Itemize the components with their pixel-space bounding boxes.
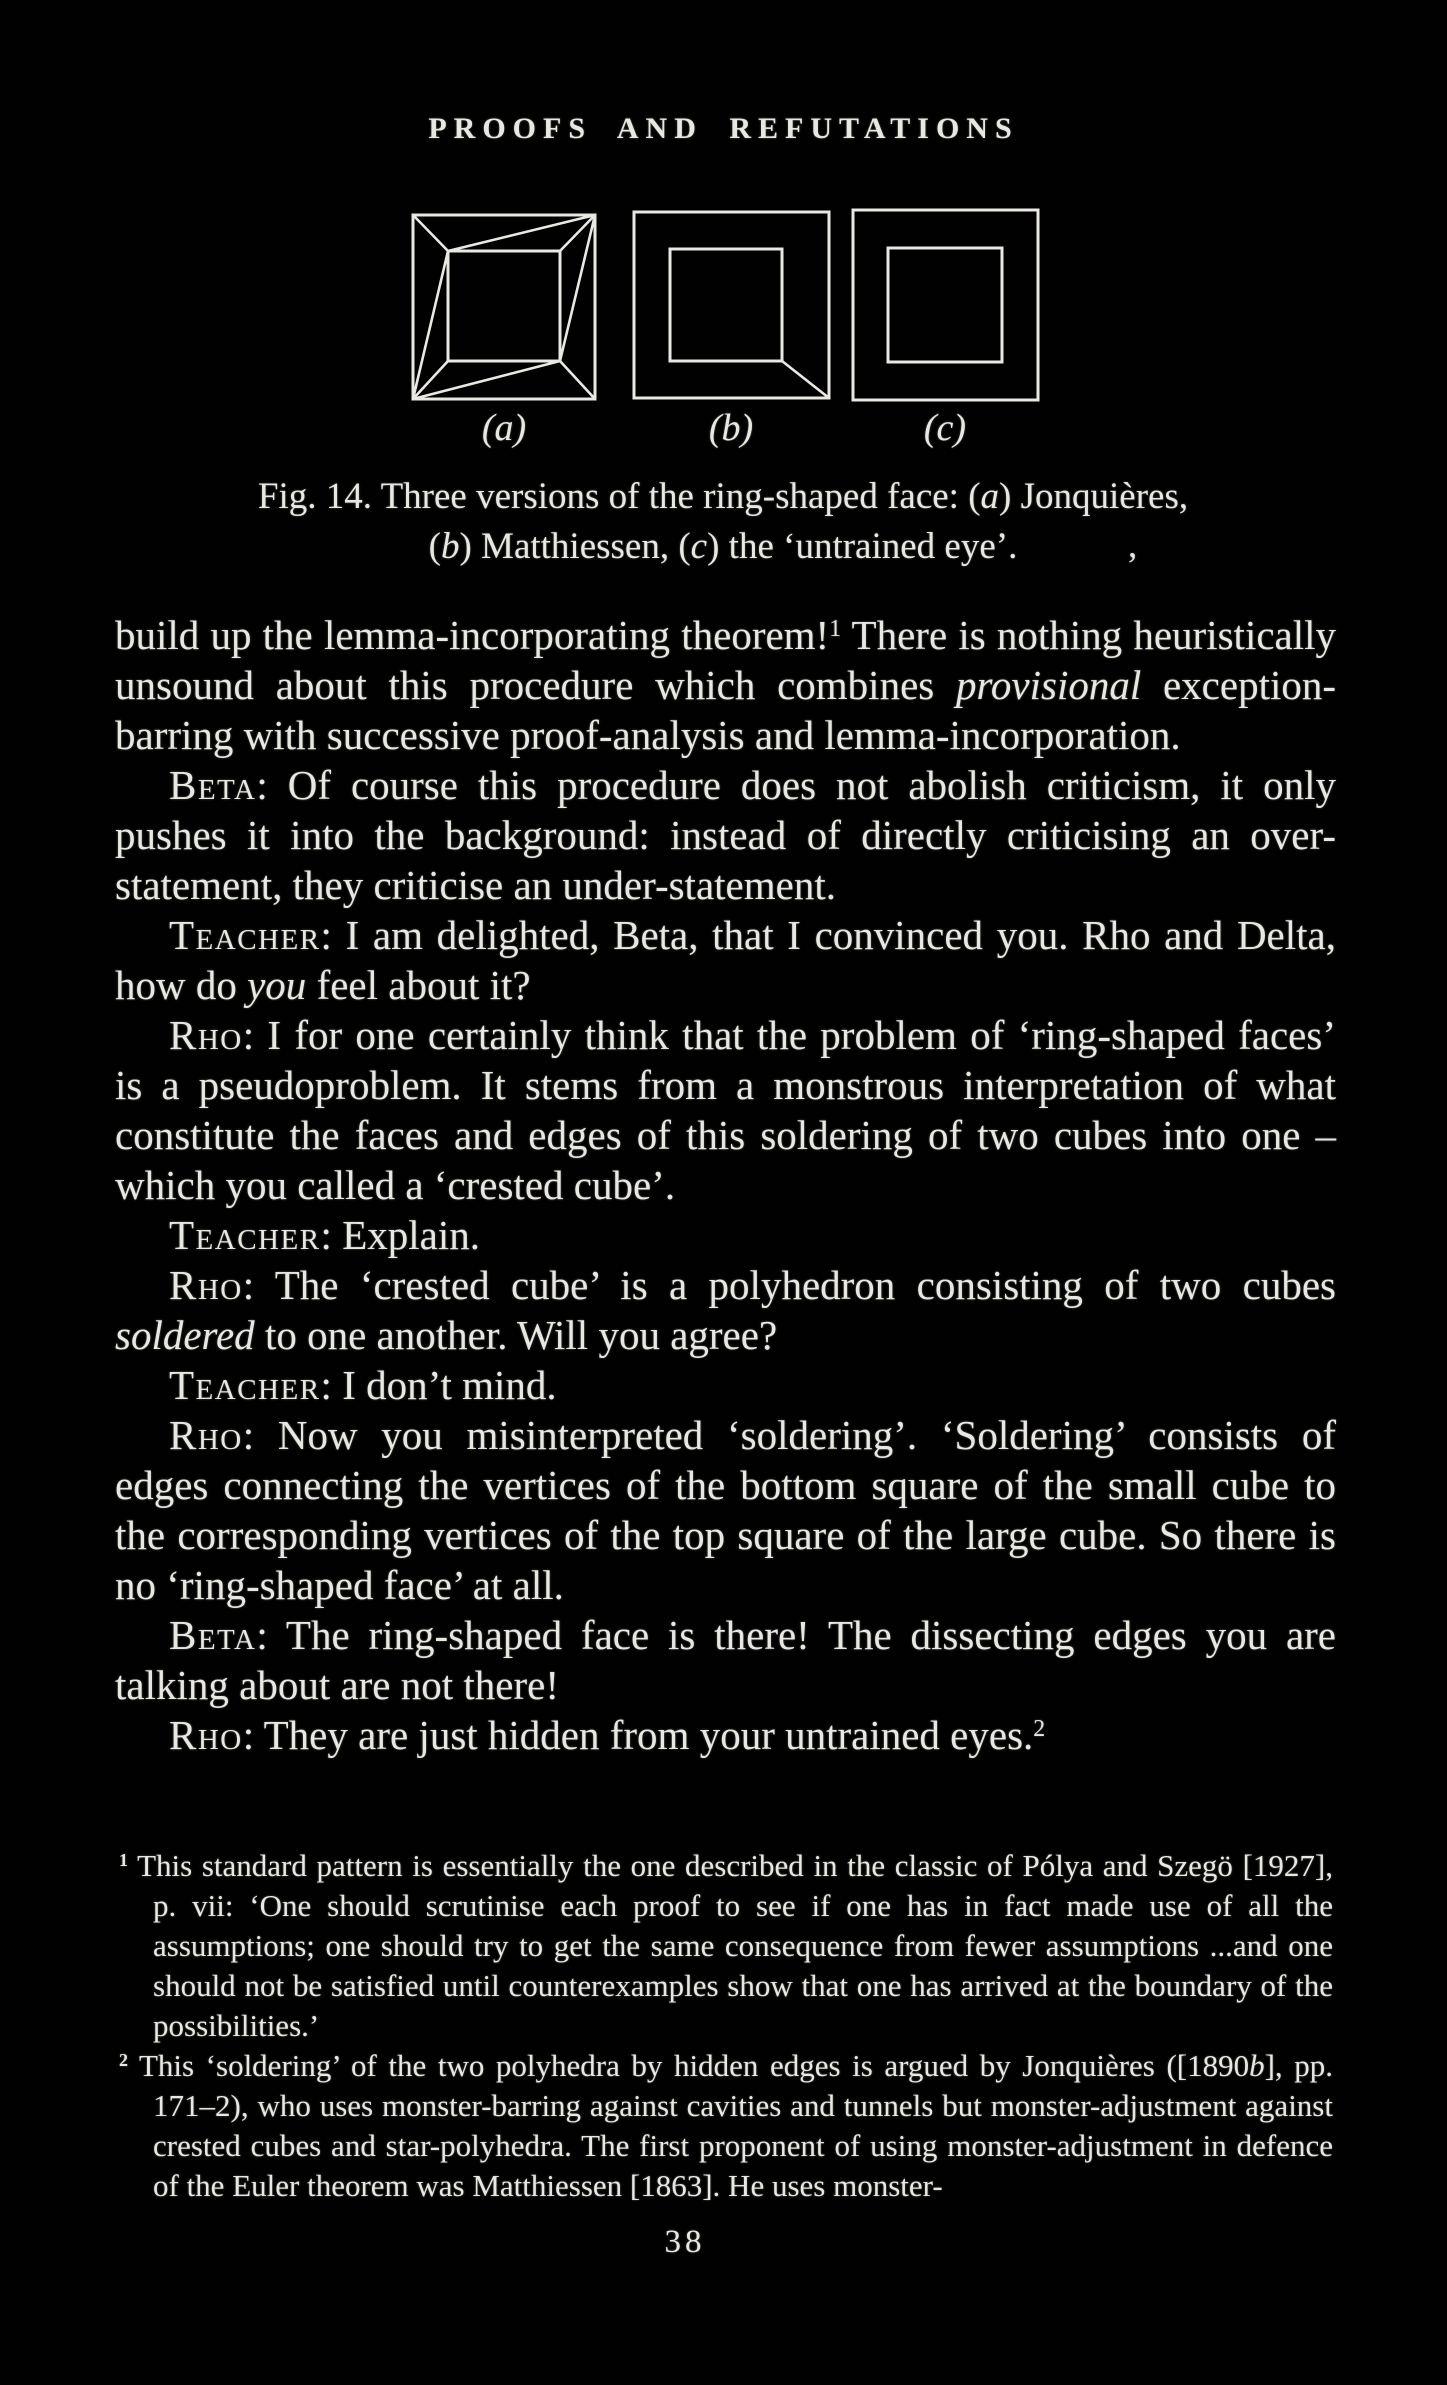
speaker-name: Rho bbox=[169, 1012, 243, 1058]
running-head-title: PROOFS AND REFUTATIONS bbox=[428, 112, 1019, 145]
paragraph bbox=[115, 610, 1336, 760]
text-run: : Explain. bbox=[320, 1212, 480, 1258]
speaker-name: Rho bbox=[169, 1412, 243, 1458]
paragraph bbox=[115, 1260, 1336, 1360]
jonquieres-ring-face-diagram bbox=[413, 215, 595, 399]
paragraph bbox=[115, 1410, 1336, 1610]
footnote bbox=[115, 2046, 1333, 2206]
italic-text: soldered bbox=[115, 1312, 255, 1358]
footnote bbox=[115, 1846, 1333, 2046]
text-run: : They are just hidden from your untrained eyes. bbox=[242, 1712, 1034, 1758]
italic-text: provisional bbox=[955, 662, 1142, 708]
paragraph bbox=[115, 1010, 1336, 1210]
superscript-marker: 2 bbox=[119, 2050, 128, 2071]
text-run: ) Jonquières, bbox=[999, 476, 1189, 517]
figure-caption bbox=[173, 472, 1273, 572]
text-run: exception-barring with successive proof-analysis and lemma-incorporation. bbox=[115, 662, 1337, 758]
text-run: This ‘soldering’ of the two polyhedra by hidden edges is argued by Jonquières ([1890 bbox=[127, 2048, 1250, 2083]
text-run: build up the lemma-incorporating theorem! bbox=[115, 612, 830, 658]
text-run: ) the ‘untrained eye’. bbox=[707, 526, 1018, 567]
text-run: : I am delighted, Beta, that I convinced you. Rho and Delta, how do bbox=[115, 912, 1336, 1008]
superscript-marker: 1 bbox=[119, 1850, 128, 1871]
body-text bbox=[115, 610, 1336, 1760]
paragraph bbox=[115, 1610, 1336, 1710]
stray-comma-mark: , bbox=[1128, 525, 1138, 566]
text-run: There is nothing heuristically unsound about this procedure which combines bbox=[115, 612, 1337, 708]
speaker-name: Teacher bbox=[169, 912, 321, 958]
text-run: ], pp. 171–2), who uses monster-barring against cavities and tunnels but monster-adjustment against crested cubes and star-polyhedra. The first proponent of using monster-adjustment in defence of the Euler theorem was Matthiessen [1863]. He uses monster- bbox=[153, 2048, 1334, 2203]
text-run: This standard pattern is essentially the one described in the classic of Pólya and Szegö [1927], p. vii: ‘One should scrutinise each proof to see if one has in fact made use of all the assumptions; one should try to get the same consequence from fewer assumptions ...and one should not be satisfied until counterexamples show that one has arrived at the boundary of the possibilities.’ bbox=[127, 1848, 1333, 2043]
text-run: : I don’t mind. bbox=[320, 1362, 557, 1408]
figure-label-a: (a) bbox=[481, 407, 527, 449]
text-run: ( bbox=[428, 526, 441, 567]
paragraph bbox=[115, 1210, 1336, 1260]
italic-text: b bbox=[440, 526, 460, 567]
superscript-marker: 1 bbox=[829, 615, 842, 642]
speaker-name: Teacher bbox=[169, 1212, 321, 1258]
speaker-name: Rho bbox=[169, 1712, 243, 1758]
speaker-name: Teacher bbox=[169, 1362, 321, 1408]
matthiessen-ring-face-diagram bbox=[634, 212, 829, 398]
paragraph bbox=[115, 1710, 1336, 1760]
text-run: Fig. 14. Three versions of the ring-shaped face: ( bbox=[257, 476, 981, 517]
figure-caption-line bbox=[173, 522, 1273, 572]
italic-text: you bbox=[247, 962, 307, 1008]
untrained-eye-ring-face-diagram bbox=[853, 210, 1038, 400]
speaker-name: Beta bbox=[169, 762, 257, 808]
italic-text: c bbox=[690, 526, 708, 567]
italic-text: a bbox=[980, 476, 1000, 517]
paragraph bbox=[115, 910, 1336, 1010]
speaker-name: Rho bbox=[169, 1262, 243, 1308]
paragraph bbox=[115, 760, 1336, 910]
footnotes bbox=[115, 1846, 1333, 2206]
text-run: ) Matthiessen, ( bbox=[459, 526, 691, 567]
text-run: : Now you misinterpreted ‘soldering’. ‘Soldering’ consists of edges connecting the vertices of the bottom square of the small cube to the corresponding vertices of the top square of the large cube. So there is no ‘ring-shaped face’ at all. bbox=[115, 1412, 1336, 1608]
text-run: : Of course this procedure does not abolish criticism, it only pushes it into the background: instead of directly criticising an over-statement, they criticise an under-statement. bbox=[115, 762, 1336, 908]
text-run: : I for one certainly think that the problem of ‘ring-shaped faces’ is a pseudoproblem. It stems from a monstrous interpretation of what constitute the faces and edges of this soldering of two cubes into one – which you called a ‘crested cube’. bbox=[115, 1012, 1336, 1208]
speaker-name: Beta bbox=[169, 1612, 257, 1658]
figure-14-diagrams bbox=[400, 203, 1060, 408]
text-run: feel about it? bbox=[306, 962, 531, 1008]
figure-label-b: (b) bbox=[708, 407, 754, 449]
text-run: : The ‘crested cube’ is a polyhedron consisting of two cubes bbox=[242, 1262, 1336, 1308]
superscript-marker: 2 bbox=[1033, 1715, 1046, 1742]
page-number: 38 bbox=[664, 2224, 706, 2260]
text-run: : The ring-shaped face is there! The dissecting edges you are talking about are not there! bbox=[115, 1612, 1336, 1708]
text-run: to one another. Will you agree? bbox=[254, 1312, 778, 1358]
figure-caption-line bbox=[173, 472, 1273, 522]
italic-text: b bbox=[1249, 2048, 1265, 2083]
figure-label-c: (c) bbox=[923, 407, 967, 449]
paragraph bbox=[115, 1360, 1336, 1410]
